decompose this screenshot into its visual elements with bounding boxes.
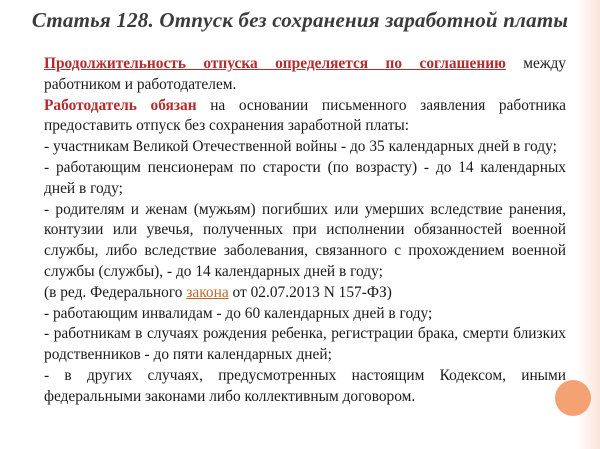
paragraph-employer-rest: на основании письменного заявления работника предоставить отпуск без сохранения заработной платы: — [44, 96, 566, 135]
list-item: - участникам Великой Отечественной войны - до 35 календарных дней в году; — [44, 138, 557, 156]
list-item: - работающим пенсионерам по старости (по возрасту) - до 14 календарных дней в году; — [44, 158, 566, 197]
page-title: Статья 128. Отпуск без сохранения заработной платы — [31, 8, 569, 32]
paragraph-duration-rest: между работником и работодателем. — [44, 55, 566, 93]
article-body — [44, 54, 566, 408]
paragraph-employer-obligation — [44, 96, 566, 138]
edition-note — [44, 283, 566, 304]
edition-note-before: (в ред. Федерального — [44, 283, 187, 301]
law-link[interactable]: закона — [186, 283, 229, 301]
list-item: - родителям и женам (мужьям) погибших или умерших вследствие ранения, контузии или увечья, полученных при исполнении обязанностей военной службы, либо вследствие заболевания, связанного с прохождением военной службы (службы), - до 14 календарных дней в году; — [44, 200, 566, 280]
paragraph-duration — [44, 54, 566, 96]
list-item: - работникам в случаях рождения ребенка, регистрации брака, смерти близких родственников - до пяти календарных дней; — [44, 325, 566, 364]
decorative-circle-icon — [555, 380, 591, 416]
highlight-duration: Продолжительность отпуска определяется по соглашению — [44, 55, 506, 72]
list-item: - в других случаях, предусмотренных настоящим Кодексом, иными федеральными законами либо коллективным договором. — [44, 366, 566, 405]
edition-note-after: от 02.07.2013 N 157-ФЗ) — [228, 283, 392, 301]
list-item: - работающим инвалидам - до 60 календарных дней в году; — [44, 304, 433, 322]
highlight-employer: Работодатель обязан — [44, 96, 197, 114]
